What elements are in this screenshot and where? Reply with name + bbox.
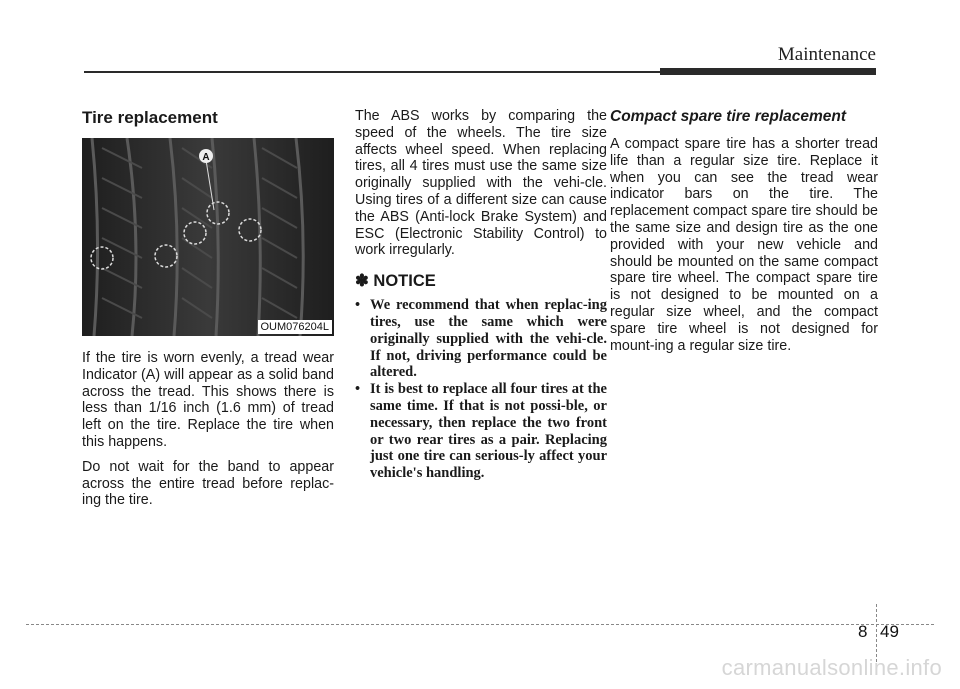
image-code: OUM076204L (258, 320, 333, 334)
page-number-value: 49 (880, 622, 899, 641)
section-heading-tire-replacement: Tire replacement (82, 108, 218, 127)
column-left (82, 108, 334, 517)
notice-title: NOTICE (373, 272, 436, 291)
header-rule (84, 71, 660, 73)
header-rule-accent (660, 68, 876, 75)
tire-tread-photo (82, 138, 334, 336)
column-right (610, 108, 878, 362)
chapter-number: 8 (858, 622, 868, 641)
notice-list (355, 297, 607, 482)
notice-icon: ✽ (355, 272, 369, 291)
notice-heading (355, 271, 607, 291)
page-number-separator (876, 604, 877, 662)
bullet-icon: • (355, 297, 361, 314)
tire-tread-illustration (82, 138, 334, 336)
bullet-icon: • (355, 381, 361, 398)
paragraph: Do not wait for the band to appear across the entire tread before replac-ing the tire. (82, 458, 334, 509)
paragraph: The ABS works by comparing the speed of the wheels. The tire size affects wheel speed. When replacing tires, all 4 tires must use the same size originally supplied with the vehi-cle. Using tires of a different size can cause the ABS (Anti-lock Brake System) and ESC (Electronic Stability Control) to work irregularly. (355, 108, 607, 259)
section-heading-compact-spare: Compact spare tire replacement (610, 108, 847, 125)
indicator-label: A (202, 152, 210, 163)
footer-rule (26, 624, 934, 625)
running-header: Maintenance (777, 44, 876, 65)
paragraph: A compact spare tire has a shorter tread life than a regular size tire. Replace it when you can see the tread wear indicator bars on the tire. The replacement compact spare tire should be the same size and design tire as the one provided with your new vehicle and should be mounted on the same compact spare tire wheel. The compact spare tire is not designed to be mounted on a regular size wheel, and the compact spare tire wheel is not designed for mount-ing a regular size tire. (610, 136, 878, 354)
column-middle (355, 108, 607, 482)
paragraph: If the tire is worn evenly, a tread wear Indicator (A) will appear as a solid band across the tread. This shows there is less than 1/16 inch (1.6 mm) of tread left on the tire. Replace the tire when this happens. (82, 350, 334, 450)
list-item: • It is best to replace all four tires at the same time. If that is not possi-ble, or necessary, then replace the two front or two rear tires as a pair. Replacing just one tire can serious-ly affect your vehicle's handling. (355, 381, 607, 482)
watermark: carmanualsonline.info (721, 655, 942, 680)
list-item: • We recommend that when replac-ing tires, use the same which were originally supplied with the vehi-cle. If not, driving performance could be altered. (355, 297, 607, 381)
